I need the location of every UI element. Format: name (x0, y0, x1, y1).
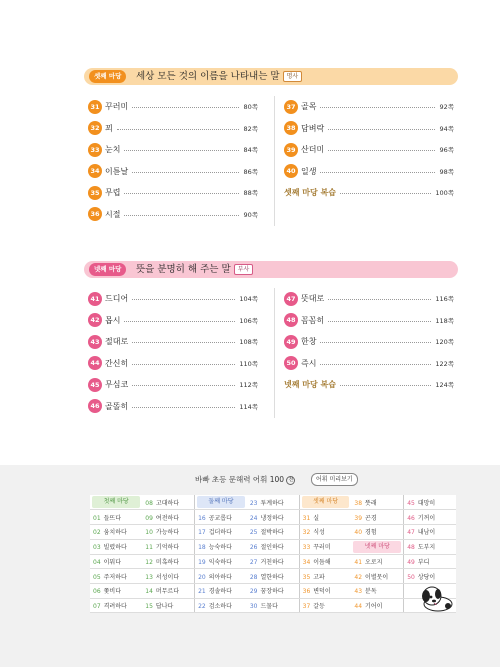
leader-dots (328, 150, 435, 151)
page-number: 84쪽 (243, 146, 258, 155)
lesson-word: 산더미 (301, 145, 325, 155)
vocab-word: 대망히 (417, 499, 436, 507)
section-header-bar (84, 68, 458, 85)
vocab-word: 내남이 (417, 529, 436, 537)
vocab-number: 20 (198, 573, 206, 581)
vocab-number: 47 (407, 529, 415, 537)
vocab-table (90, 495, 456, 613)
lesson-number: 36 (88, 207, 102, 221)
vocab-number: 45 (407, 499, 415, 507)
vocab-cell (299, 524, 351, 539)
page-number: 96쪽 (439, 146, 454, 155)
section-header-bar (84, 261, 458, 278)
vocab-title-mark: 전 (286, 476, 295, 485)
lesson-word: 꾀 (105, 123, 113, 133)
toc-row[interactable] (88, 204, 258, 226)
vocab-cell (404, 524, 456, 539)
vocab-number: 07 (93, 602, 101, 610)
vocab-cell (142, 583, 194, 598)
leader-dots (328, 299, 431, 300)
review-row[interactable] (284, 182, 454, 204)
vocab-row (90, 495, 456, 510)
vocab-number: 16 (198, 514, 206, 522)
vocab-title (195, 474, 295, 485)
lesson-word: 몹시 (105, 315, 121, 325)
lesson-number: 49 (284, 335, 298, 349)
vocab-word: 검소하다 (208, 602, 232, 610)
lesson-number: 40 (284, 164, 298, 178)
vocab-cell (247, 583, 299, 598)
vocab-number: 08 (145, 499, 153, 507)
toc-row[interactable] (88, 288, 258, 310)
lesson-number: 35 (88, 186, 102, 200)
vocab-word: 능숙하다 (208, 544, 232, 552)
vocab-row (90, 524, 456, 539)
vocab-number: 30 (249, 602, 258, 610)
vocab-cell (90, 510, 142, 525)
leader-dots (328, 129, 435, 130)
vocab-cell (247, 569, 299, 584)
page-number: 80쪽 (243, 103, 258, 112)
toc-row[interactable] (88, 161, 258, 183)
vocab-word: 답나다 (155, 602, 174, 610)
vocab-number: 49 (407, 558, 415, 566)
vocab-cell (90, 583, 142, 598)
toc-row[interactable] (88, 396, 258, 418)
vocab-word: 고파 (313, 573, 325, 581)
page-number: 118쪽 (435, 316, 454, 325)
vocab-cell (142, 539, 194, 554)
vocab-number: 40 (354, 529, 363, 537)
lesson-word: 눈치 (105, 145, 121, 155)
vocab-column-header (90, 495, 142, 510)
vocab-number: 37 (302, 602, 311, 610)
vocab-row (90, 539, 456, 554)
leader-dots (132, 342, 235, 343)
vocab-row (90, 583, 456, 598)
vocab-number: 03 (93, 544, 101, 552)
vocab-number: 44 (354, 602, 363, 610)
leader-dots (340, 385, 431, 386)
vocab-cell (195, 569, 247, 584)
vocab-cell (90, 524, 142, 539)
lesson-number: 48 (284, 313, 298, 327)
vocab-cell (351, 583, 403, 598)
vocab-cell (247, 524, 299, 539)
vocab-header-label: 첫째 마당 (92, 496, 140, 508)
vocab-word: 미혹하다 (155, 558, 180, 566)
toc-column-left (88, 96, 258, 225)
review-row[interactable] (284, 374, 454, 396)
lesson-word: 간신히 (105, 358, 129, 368)
toc-column-right (284, 96, 454, 204)
vocab-cell (351, 524, 403, 539)
vocab-word: 공교롭다 (208, 514, 232, 522)
lesson-word: 이튿날 (105, 166, 129, 176)
vocab-preview-tag: 어휘 미리보기 (311, 473, 358, 486)
vocab-header-label: 둘째 마당 (197, 496, 245, 508)
vocab-number: 33 (302, 544, 311, 552)
vocab-number: 35 (302, 573, 311, 581)
vocab-number: 02 (93, 529, 101, 537)
vocab-number: 23 (249, 499, 258, 507)
vocab-word: 도부지 (417, 544, 436, 552)
vocab-number: 32 (302, 529, 311, 537)
leader-dots (328, 321, 431, 322)
lesson-number: 50 (284, 356, 298, 370)
vocab-word: 겁더하다 (208, 529, 232, 537)
lesson-number: 37 (284, 100, 298, 114)
toc-row[interactable] (88, 182, 258, 204)
toc-row[interactable] (88, 139, 258, 161)
lesson-word: 한창 (301, 337, 317, 347)
leader-dots (124, 215, 239, 216)
leader-dots (124, 150, 239, 151)
vocab-cell (404, 510, 456, 525)
vocab-word: 분독 (365, 588, 377, 596)
vocab-cell (247, 495, 299, 510)
vocab-word: 경솔하다 (208, 588, 232, 596)
vocab-cell (195, 524, 247, 539)
vocab-word: 익숙하다 (208, 558, 232, 566)
toc-row[interactable] (88, 96, 258, 118)
vocab-number: 13 (145, 573, 153, 581)
leader-dots (124, 321, 235, 322)
page-number: 88쪽 (243, 189, 258, 198)
vocab-word: 이별뭇이 (365, 573, 389, 581)
vocab-cell (351, 554, 403, 569)
page-number: 100쪽 (435, 189, 454, 198)
vocab-word: 고대하다 (155, 499, 180, 507)
toc-row[interactable] (88, 374, 258, 396)
vocab-number: 17 (198, 529, 206, 537)
vocab-number: 25 (249, 529, 258, 537)
leader-dots (132, 299, 235, 300)
leader-dots (132, 364, 235, 365)
vocab-word: 들뜨다 (103, 514, 122, 522)
vocab-cell (404, 539, 456, 554)
vocab-cell (195, 598, 247, 613)
toc-column-right (284, 288, 454, 396)
vocab-word: 꾸러미 (313, 544, 331, 552)
lesson-number: 33 (88, 143, 102, 157)
vocab-row (90, 598, 456, 613)
vocab-row (90, 510, 456, 525)
vocab-number: 22 (198, 602, 206, 610)
vocab-number: 21 (198, 588, 206, 596)
vocab-number: 41 (354, 558, 363, 566)
page-number: 106쪽 (239, 316, 258, 325)
vocab-cell (142, 524, 194, 539)
vocab-cell (90, 598, 142, 613)
review-label: 셋째 마당 복습 (284, 188, 336, 198)
toc-row[interactable] (284, 310, 454, 332)
toc-row[interactable] (88, 353, 258, 375)
vocab-number: 29 (249, 588, 258, 596)
vocab-cell (404, 554, 456, 569)
vocab-word: 빌렸하다 (103, 544, 127, 552)
vocab-cell (142, 510, 194, 525)
lesson-word: 담벼락 (301, 123, 325, 133)
lesson-word: 절대로 (105, 337, 129, 347)
vocab-number: 12 (145, 558, 153, 566)
vocab-column-header (351, 539, 403, 554)
leader-dots (340, 193, 431, 194)
leader-dots (132, 172, 239, 173)
lesson-word: 골목 (301, 102, 317, 112)
vocab-word: 곤경 (365, 514, 377, 522)
vocab-word: 거친하다 (260, 558, 284, 566)
page-number: 112쪽 (239, 381, 258, 390)
review-label: 넷째 마당 복습 (284, 380, 336, 390)
vocab-number: 09 (145, 514, 153, 522)
vocab-word: 부디 (417, 558, 430, 566)
section-title-text: 뜻을 분명히 해 주는 말 (136, 264, 231, 275)
vocab-word: 식성 (313, 529, 325, 537)
vocab-word: 이뭐다 (103, 558, 122, 566)
vocab-word: 기꺼이 (417, 514, 436, 522)
vocab-number: 11 (145, 544, 153, 552)
vocab-word: 움치하다 (103, 529, 127, 537)
vocab-word: 투계하다 (260, 499, 284, 507)
vocab-number: 31 (302, 514, 311, 522)
leader-dots (132, 385, 235, 386)
vocab-cell (195, 554, 247, 569)
vocab-word: 열한하다 (260, 573, 284, 581)
vocab-header-label: 넷째 마당 (353, 541, 401, 553)
toc-row[interactable] (284, 118, 454, 140)
lesson-word: 뜻대로 (301, 294, 325, 304)
vocab-word: 여전하다 (155, 514, 180, 522)
vocab-word: 머무르다 (155, 588, 180, 596)
section-title (136, 262, 253, 277)
vocab-row (90, 569, 456, 584)
page-number: 92쪽 (439, 103, 454, 112)
pos-tag: 부사 (234, 264, 254, 275)
vocab-word: 절박하다 (260, 529, 284, 537)
toc-row[interactable] (284, 96, 454, 118)
vocab-cell (195, 539, 247, 554)
vocab-number: 18 (198, 544, 206, 552)
vocab-number: 28 (249, 573, 258, 581)
lesson-number: 44 (88, 356, 102, 370)
vocab-cell (142, 598, 194, 613)
lesson-word: 즉시 (301, 358, 317, 368)
page-number: 86쪽 (243, 167, 258, 176)
column-divider (274, 96, 275, 226)
pos-tag: 명사 (283, 71, 303, 82)
page-number: 114쪽 (239, 402, 258, 411)
vocab-number: 50 (407, 573, 415, 581)
lesson-number: 38 (284, 121, 298, 135)
vocab-word: 꿈장하다 (260, 588, 284, 596)
vocab-cell (247, 510, 299, 525)
page-number: 124쪽 (435, 381, 454, 390)
toc-row[interactable] (88, 310, 258, 332)
leader-dots (320, 364, 431, 365)
vocab-number: 10 (145, 529, 153, 537)
vocab-number: 36 (302, 588, 311, 596)
vocab-number: 15 (145, 602, 153, 610)
page-number: 108쪽 (239, 338, 258, 347)
vocab-column-header (299, 495, 351, 510)
lesson-word: 시절 (105, 209, 121, 219)
leader-dots (320, 107, 435, 108)
column-divider (274, 288, 275, 418)
lesson-word: 무렵 (105, 188, 121, 198)
vocab-number: 05 (93, 573, 101, 581)
lesson-number: 31 (88, 100, 102, 114)
vocab-word: 드물다 (260, 602, 278, 610)
vocab-cell (142, 569, 194, 584)
vocab-number: 39 (354, 514, 363, 522)
page-number: 98쪽 (439, 167, 454, 176)
vocab-cell (299, 569, 351, 584)
page-number: 116쪽 (435, 295, 454, 304)
lesson-word: 무심코 (105, 380, 129, 390)
vocab-word: 주저하다 (103, 573, 127, 581)
vocab-cell (299, 539, 351, 554)
vocab-word: 기억하다 (155, 544, 180, 552)
vocab-word: 오로지 (365, 558, 383, 566)
section-badge: 넷째 마당 (89, 263, 126, 276)
lesson-number: 39 (284, 143, 298, 157)
vocab-cell (195, 510, 247, 525)
vocab-number: 24 (249, 514, 258, 522)
puppy-illustration-icon (418, 582, 456, 612)
vocab-word: 이듬해 (313, 558, 331, 566)
vocab-word: 뜻래 (365, 499, 377, 507)
page-number: 90쪽 (243, 210, 258, 219)
section-badge: 셋째 마당 (89, 70, 126, 83)
vocab-cell (351, 569, 403, 584)
lesson-number: 47 (284, 292, 298, 306)
vocab-cell (90, 539, 142, 554)
vocab-word: 의아하다 (208, 573, 232, 581)
vocab-number: 46 (407, 514, 415, 522)
page-number: 94쪽 (439, 124, 454, 133)
vocab-cell (404, 495, 456, 510)
toc-column-left (88, 288, 258, 417)
page-number: 120쪽 (435, 338, 454, 347)
leader-dots (320, 172, 435, 173)
vocab-number: 01 (93, 514, 101, 522)
vocab-word: 격려하다 (103, 602, 127, 610)
vocab-number: 26 (249, 544, 258, 552)
vocab-number: 34 (302, 558, 311, 566)
lesson-word: 일생 (301, 166, 317, 176)
vocab-cell (351, 495, 403, 510)
section-title (136, 69, 302, 84)
page-number: 122쪽 (435, 359, 454, 368)
toc-row[interactable] (284, 353, 454, 375)
vocab-number: 27 (249, 558, 258, 566)
leader-dots (320, 342, 431, 343)
toc-row[interactable] (284, 161, 454, 183)
page-number: 104쪽 (239, 295, 258, 304)
vocab-word: 갈등 (313, 602, 325, 610)
lesson-number: 41 (88, 292, 102, 306)
vocab-cell (299, 598, 351, 613)
vocab-cell (351, 510, 403, 525)
leader-dots (117, 129, 240, 130)
leader-dots (132, 407, 235, 408)
vocab-cell (299, 583, 351, 598)
lesson-number: 43 (88, 335, 102, 349)
leader-dots (124, 193, 239, 194)
vocab-cell (299, 510, 351, 525)
lesson-word: 골똘히 (105, 401, 129, 411)
vocab-cell (351, 598, 403, 613)
vocab-number: 48 (407, 544, 415, 552)
vocab-word: 가능하다 (155, 529, 180, 537)
vocab-number: 06 (93, 588, 101, 596)
toc-row[interactable] (284, 139, 454, 161)
page-number: 82쪽 (243, 124, 258, 133)
vocab-row (90, 554, 456, 569)
vocab-word: 경험 (365, 529, 377, 537)
vocab-header-label: 셋째 마당 (302, 496, 350, 508)
lesson-number: 46 (88, 399, 102, 413)
toc-row[interactable] (284, 331, 454, 353)
leader-dots (132, 107, 239, 108)
vocab-cell (247, 598, 299, 613)
section-title-text: 세상 모든 것의 이름을 나타내는 말 (136, 71, 280, 82)
lesson-word: 꼼꼼히 (301, 315, 325, 325)
vocab-cell (90, 569, 142, 584)
vocab-word: 기어이 (365, 602, 383, 610)
lesson-number: 45 (88, 378, 102, 392)
toc-row[interactable] (88, 331, 258, 353)
lesson-word: 꾸러미 (105, 102, 129, 112)
vocab-word: 변덕이 (313, 588, 331, 596)
lesson-word: 드디어 (105, 294, 129, 304)
vocab-cell (299, 554, 351, 569)
vocab-cell (195, 583, 247, 598)
vocab-number: 43 (354, 588, 363, 596)
vocab-title-text: 바빠 초등 문해력 어휘 100 (195, 475, 285, 484)
vocab-word: 냉정하다 (260, 514, 284, 522)
vocab-number: 42 (354, 573, 363, 581)
vocab-number: 38 (354, 499, 363, 507)
vocab-cell (247, 554, 299, 569)
lesson-number: 42 (88, 313, 102, 327)
vocab-column-header (195, 495, 247, 510)
vocab-word: 쫓비다 (103, 588, 122, 596)
vocab-cell (90, 554, 142, 569)
lesson-number: 34 (88, 164, 102, 178)
vocab-number: 04 (93, 558, 101, 566)
vocab-number: 14 (145, 588, 153, 596)
vocab-word: 상당이 (417, 573, 436, 581)
vocab-word: 실 (313, 514, 320, 522)
lesson-number: 32 (88, 121, 102, 135)
vocab-word: 절인하다 (260, 544, 284, 552)
vocab-cell (247, 539, 299, 554)
vocab-cell (142, 554, 194, 569)
toc-row[interactable] (88, 118, 258, 140)
page-number: 110쪽 (239, 359, 258, 368)
vocab-number: 19 (198, 558, 206, 566)
toc-row[interactable] (284, 288, 454, 310)
vocab-word: 서성이다 (155, 573, 180, 581)
vocab-cell (142, 495, 194, 510)
